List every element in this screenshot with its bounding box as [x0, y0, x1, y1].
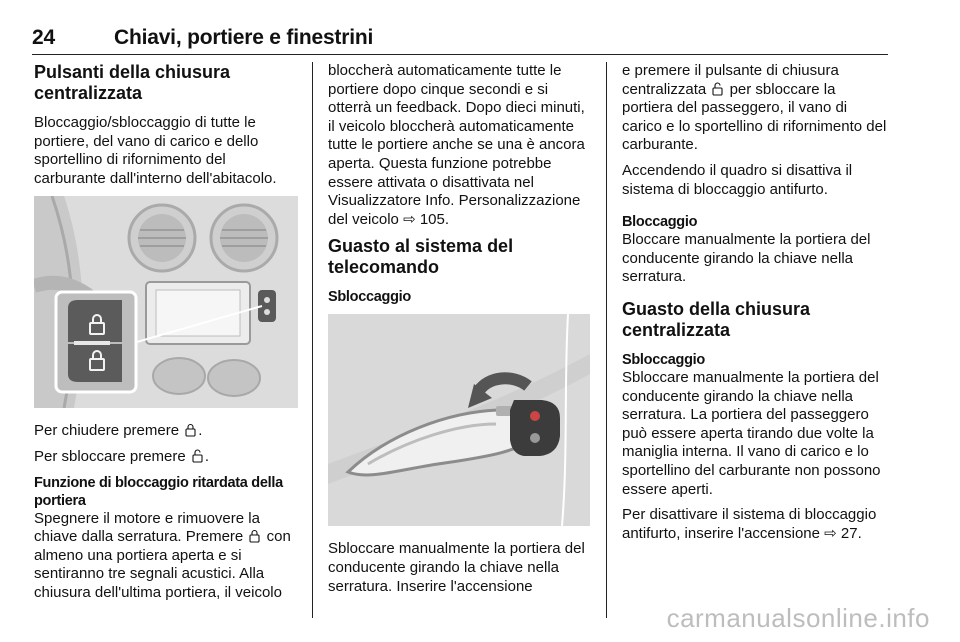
column-divider [312, 62, 313, 618]
page-reference-arrow-icon: ⇨ [824, 524, 837, 542]
paragraph: bloccherà automaticamente tutte le portiere dopo cinque secondi e si otterrà un feedback. Dopo dieci minuti, il veicolo bloccherà automaticamente tutte le portiere anche se una è ancora aperta. Questa funzione potrebbe essere attivata o disattivata nel Visualizzatore Info. Personalizzazione del veicolo ⇨ 105. [328, 62, 585, 228]
column-2 [328, 62, 590, 603]
header-rule [32, 54, 888, 55]
column-1 [34, 62, 299, 610]
page-number: 24 [32, 26, 55, 49]
column-3 [622, 62, 888, 550]
paragraph: Per chiudere premere . [34, 422, 203, 440]
paragraph: Sbloccare manualmente la portiera del conducente girando la chiave nella serratura. La portiera del passeggero può essere aperta tirando due volte la maniglia interna. Il vano di carico e lo sportellino del carburante non possono essere aperti. [622, 368, 881, 498]
padlock-open-icon [712, 82, 723, 96]
paragraph: Per sbloccare premere . [34, 447, 210, 465]
subsection-heading: Sbloccaggio [328, 289, 411, 306]
central-lock-buttons-illustration [34, 196, 298, 408]
section-heading: Guasto della chiusura centralizzata [622, 298, 811, 340]
subsection-heading: Bloccaggio [622, 214, 698, 231]
paragraph: Bloccare manualmente la portiera del conducente girando la chiave nella serratura. [622, 231, 871, 286]
subsection-heading: Funzione di bloccaggio ritardata della portiera [34, 474, 283, 509]
padlock-open-icon [192, 449, 203, 463]
padlock-closed-icon [249, 529, 260, 543]
page-reference-arrow-icon: ⇨ [403, 210, 416, 228]
door-key-unlock-illustration [328, 314, 590, 526]
page-title: Chiavi, portiere e finestrini [114, 26, 374, 49]
section-heading: Guasto al sistema del telecomando [328, 236, 514, 278]
page-reference[interactable]: 105. [419, 210, 450, 228]
paragraph: e premere il pulsante di chiusura centralizzata per sbloccare la portiera del passeggero, il vano di carico e lo sportellino di rifornimento del carburante. [622, 62, 887, 154]
paragraph: Spegnere il motore e rimuovere la chiave dalla serratura. Premere con almeno una portiera aperta e si sentiranno tre segnali acustici. Alla chiusura dell'ultima portiera, il veicolo [34, 509, 291, 601]
subsection-heading: Sbloccaggio [622, 351, 705, 368]
paragraph: Bloccaggio/sbloccaggio di tutte le portiere, del vano di carico e dello sportellino di rifornimento del carburante dall'interno dell'abitacolo. [34, 114, 277, 187]
paragraph: Sbloccare manualmente la portiera del conducente girando la chiave nella serratura. Inserire l'accensione [328, 540, 585, 595]
column-divider [606, 62, 607, 618]
section-heading: Pulsanti della chiusura centralizzata [34, 62, 231, 103]
page-reference[interactable]: 27. [840, 524, 862, 542]
paragraph: Accendendo il quadro si disattiva il sistema di bloccaggio antifurto. [622, 161, 853, 198]
padlock-closed-icon [185, 423, 196, 437]
watermark: carmanualsonline.info [666, 603, 930, 633]
paragraph: Per disattivare il sistema di bloccaggio antifurto, inserire l'accensione ⇨ 27. [622, 506, 877, 542]
